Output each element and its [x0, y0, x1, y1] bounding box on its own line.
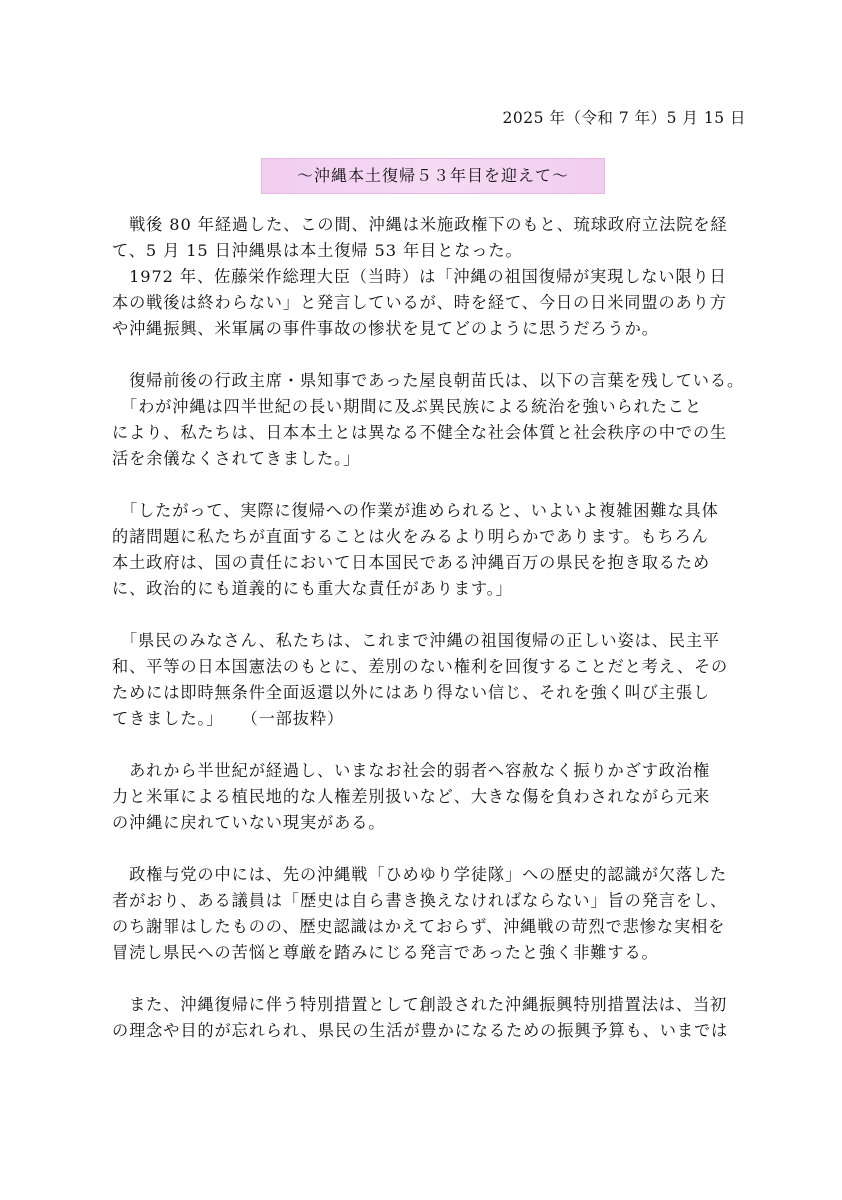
paragraph-spacer	[112, 342, 752, 368]
document-body	[112, 212, 752, 1044]
paragraph-sato-statement: 1972 年、佐藤栄作総理大臣（当時）は「沖縄の祖国復帰が実現しない限り日 本の戦後は終わらない」と発言しているが、時を経て、今日の日米同盟のあり方 や沖縄振興、米軍属の事件事故の惨状を見てどのように思うだろうか。	[112, 267, 727, 338]
document-title: ～沖縄本土復帰５３年目を迎えて～	[261, 158, 605, 194]
document-date: 2025 年（令和 7 年）5 月 15 日	[502, 109, 746, 127]
paragraph-ruling-party: 政権与党の中には、先の沖縄戦「ひめゆり学徒隊」への歴史的認識が欠落した 者がおり、ある議員は「歴史は自ら書き換えなければならない」旨の発言をし、 のち謝罪はしたものの、歴史認識はかえておらず、沖縄戦の苛烈で悲惨な実相を 冒涜し県民への苦悩と尊厳を踏みにじる発言であったと強く非難する。	[112, 865, 728, 962]
quote-first: 「わが沖縄は四半世紀の長い期間に及ぶ異民族による統治を強いられたこと により、私たちは、日本本土とは異なる不健全な社会体質と社会秩序の中での生 活を余儀なくされてきました。」	[112, 397, 728, 468]
paragraph-spacer	[112, 836, 752, 862]
paragraph-half-century: あれから半世紀が経過し、いまなお社会的弱者へ容赦なく振りかざす政治権 力と米軍による植民地的な人権差別扱いなど、大きな傷を負わされながら元来 の沖縄に戻れていない現実がある。	[112, 761, 711, 832]
paragraph-yara-intro: 復帰前後の行政主席・県知事であった屋良朝苗氏は、以下の言葉を残している。	[112, 371, 745, 390]
paragraph-spacer	[112, 602, 752, 628]
quote-third: 「県民のみなさん、私たちは、これまで沖縄の祖国復帰の正しい姿は、民主平 和、平等の日本国憲法のもとに、差別のない権利を回復することだと考え、その ためには即時無条件全面返還以外にはあり得ない信じ、それを強く叫び主張し てきました。」 （一部抜粋）	[112, 631, 729, 728]
quote-second: 「したがって、実際に復帰への作業が進められると、いよいよ複雑困難な具体 的諸問題に私たちが直面することは火をみるより明らかであります。もちろん 本土政府は、国の責任において日本国民である沖縄百万の県民を抱き取るため に、政治的にも道義的にも重大な責任があります。」	[112, 501, 719, 598]
paragraph-postwar: 戦後 80 年経過した、この間、沖縄は米施政権下のもと、琉球政府立法院を経 て、5 月 15 日沖縄県は本土復帰 53 年目となった。	[112, 215, 728, 260]
paragraph-spacer	[112, 732, 752, 758]
paragraph-spacer	[112, 966, 752, 992]
paragraph-spacer	[112, 472, 752, 498]
paragraph-special-measures: また、沖縄復帰に伴う特別措置として創設された沖縄振興特別措置法は、当初 の理念や目的が忘れられ、県民の生活が豊かになるための振興予算も、いまでは	[112, 995, 729, 1040]
